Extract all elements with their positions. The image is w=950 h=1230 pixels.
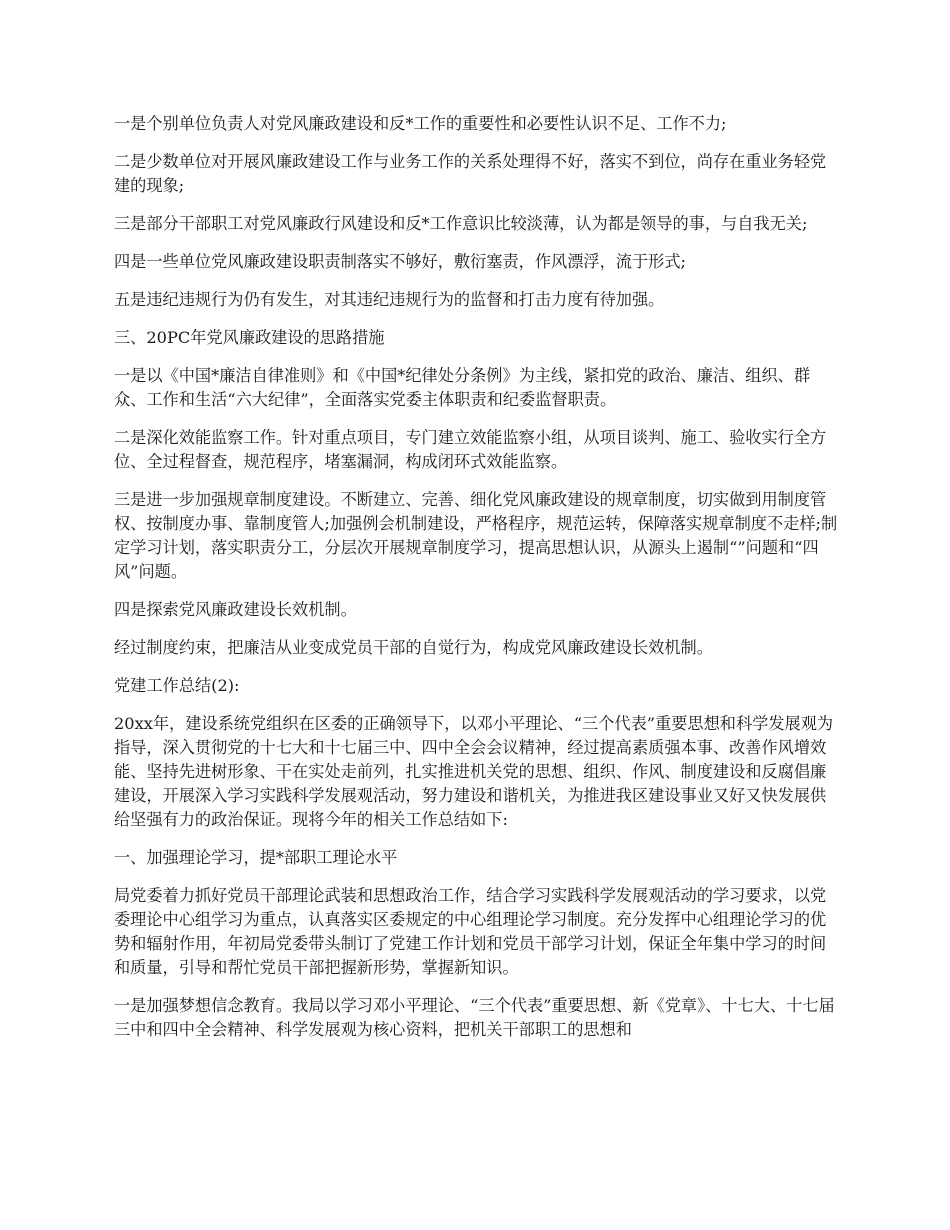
paragraph-measure-4: 四是探索党风廉政建设长效机制。 (114, 600, 357, 619)
document-body (114, 112, 842, 1056)
paragraph-summary-intro: 20xx年，建设系统党组织在区委的正确领导下，以邓小平理论、“三个代表”重要思想和科学发展观为指导，深入贯彻党的十七大和十七届三中、四中全会会议精神，经过提高素质强本事、改善作风增效能、坚持先进树形象、干在实处走前列，扎实推进机关党的思想、组织、作风、制度建设和反腐倡廉建设，开展深入学习实践科学发展观活动，努力建设和谐机关，为推进我区建设事业又好又快发展供给坚强有力的政治保证。现将今年的相关工作总结如下: (114, 714, 834, 829)
paragraph-ideals-education: 一是加强梦想信念教育。我局以学习邓小平理论、“三个代表”重要思想、新《党章》、十七大、十七届三中和四中全会精神、科学发展观为核心资料，把机关干部职工的思想和 (114, 996, 835, 1039)
section-heading-theory-study: 一、加强理论学习，提*部职工理论水平 (114, 848, 398, 867)
paragraph-problem-2: 二是少数单位对开展风廉政建设工作与业务工作的关系处理得不好，落实不到位，尚存在重业务轻党建的现象; (114, 152, 827, 195)
section-heading-summary-2: 党建工作总结(2): (114, 676, 240, 695)
paragraph-problem-1: 一是个别单位负责人对党风廉政建设和反*工作的重要性和必要性认识不足、工作不力; (114, 114, 727, 133)
paragraph-measure-2: 二是深化效能监察工作。针对重点项目，专门建立效能监察小组，从项目谈判、施工、验收实行全方位、全过程督查，规范程序，堵塞漏洞，构成闭环式效能监察。 (114, 428, 827, 471)
paragraph-problem-3: 三是部分干部职工对党风廉政行风建设和反*工作意识比较淡薄，认为都是领导的事，与自我无关; (114, 214, 808, 233)
paragraph-theory-study: 局党委着力抓好党员干部理论武装和思想政治工作，结合学习实践科学发展观活动的学习要求，以党委理论中心组学习为重点，认真落实区委规定的中心组理论学习制度。充分发挥中心组理论学习的优势和辐射作用，年初局党委带头制订了党建工作计划和党员干部学习计划，保证全年集中学习的时间和质量，引导和帮忙党员干部把握新形势，掌握新知识。 (114, 886, 827, 977)
paragraph-measure-3: 三是进一步加强规章制度建设。不断建立、完善、细化党风廉政建设的规章制度，切实做到用制度管权、按制度办事、靠制度管人;加强例会机制建设，严格程序，规范运转，保障落实规章制度不走样;制定学习计划，落实职责分工，分层次开展规章制度学习，提高思想认识，从源头上遏制“”问题和“四风”问题。 (114, 490, 838, 581)
paragraph-problem-5: 五是违纪违规行为仍有发生，对其违纪违规行为的监督和打击力度有待加强。 (114, 290, 665, 309)
paragraph-measure-1: 一是以《中国*廉洁自律准则》和《中国*纪律处分条例》为主线，紧扣党的政治、廉洁、组织、群众、工作和生活“六大纪律”，全面落实党委主体职责和纪委监督职责。 (114, 366, 811, 409)
paragraph-measure-4-detail: 经过制度约束，把廉洁从业变成党员干部的自觉行为，构成党风廉政建设长效机制。 (114, 638, 713, 657)
paragraph-problem-4: 四是一些单位党风廉政建设职责制落实不够好，敷衍塞责，作风漂浮，流于形式; (114, 252, 687, 271)
section-heading-measures: 三、20PC年党风廉政建设的思路措施 (114, 328, 385, 347)
